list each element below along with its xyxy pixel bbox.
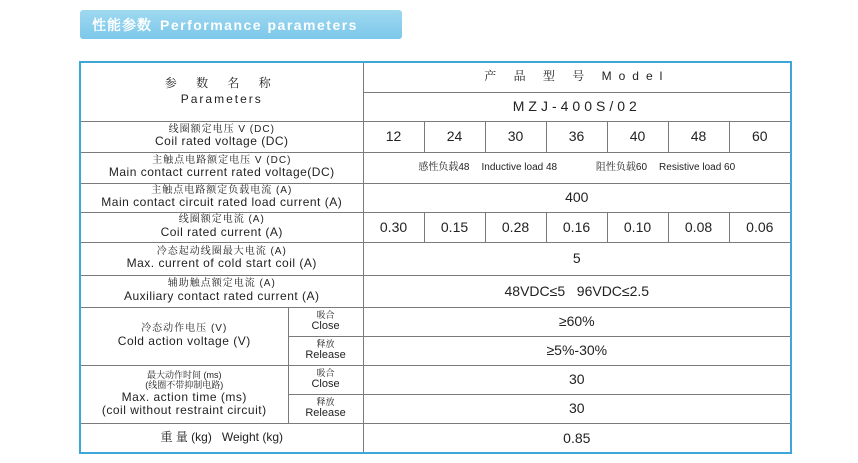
performance-table [79, 61, 792, 454]
aux-contact-label-cn: 辅助触点额定电流 (A) [167, 278, 276, 290]
release-label-en: Release [305, 407, 346, 420]
cold-start-label-cn: 冷态起动线圈最大电流 (A) [156, 245, 287, 257]
cold-action-release-label [288, 336, 363, 365]
coil-current-value: 0.06 [729, 212, 791, 242]
main-load-current-label [80, 183, 363, 212]
main-contact-voltage-label [80, 152, 363, 183]
table-row [80, 121, 791, 152]
coil-voltage-value: 36 [546, 121, 607, 152]
coil-voltage-value: 12 [363, 121, 424, 152]
coil-voltage-value: 24 [424, 121, 485, 152]
action-time-close-label [288, 365, 363, 394]
action-time-label-en2: (coil without restraint circuit) [101, 403, 267, 418]
cold-action-close-label [288, 307, 363, 336]
table-row [80, 152, 791, 183]
inductive-load-en: Inductive load 48 [481, 161, 558, 173]
action-time-release-value: 30 [363, 394, 791, 423]
coil-voltage-label [80, 121, 363, 152]
coil-voltage-label-cn: 线圈额定电压 V (DC) [168, 123, 275, 135]
coil-current-label-cn: 线圈额定电流 (A) [178, 214, 265, 226]
cold-action-label-en: Cold action voltage (V) [117, 333, 251, 348]
close-label-cn: 吸合 [316, 310, 335, 320]
cold-start-value: 5 [363, 242, 791, 275]
coil-current-label-en: Coil rated current (A) [160, 224, 283, 239]
action-time-label [80, 365, 288, 423]
coil-current-label [80, 212, 363, 242]
coil-voltage-value: 30 [485, 121, 546, 152]
table-row [80, 423, 791, 453]
main-load-current-value: 400 [363, 183, 791, 212]
banner-title-en: Performance parameters [160, 16, 358, 33]
action-time-label-cn1: 最大动作时间 (ms) [147, 369, 222, 380]
close-label-cn: 吸合 [316, 368, 335, 378]
coil-voltage-label-en: Coil rated voltage (DC) [154, 134, 289, 149]
aux-contact-value: 48VDC≤5 96VDC≤2.5 [363, 275, 791, 307]
model-value-cell: MZJ-400S/02 [363, 92, 791, 121]
table-row [80, 212, 791, 242]
main-load-current-label-en: Main contact circuit rated load current (A) [101, 195, 343, 210]
cold-start-label [80, 242, 363, 275]
main-contact-voltage-label-cn: 主触点电路额定电压 V (DC) [152, 154, 292, 166]
banner-title-cn: 性能参数 [92, 16, 152, 33]
coil-current-value: 0.30 [363, 212, 424, 242]
coil-current-value: 0.16 [546, 212, 607, 242]
coil-voltage-value: 40 [607, 121, 668, 152]
inductive-load-cn: 感性负载48 [418, 161, 470, 173]
parameters-header-en: Parameters [180, 91, 263, 106]
action-time-release-label [288, 394, 363, 423]
coil-current-value: 0.10 [607, 212, 668, 242]
release-label-cn: 释放 [316, 397, 335, 407]
table-header-row [80, 62, 791, 92]
cold-action-release-value: ≥5%-30% [363, 336, 791, 365]
table-row [80, 242, 791, 275]
parameters-header-cell [80, 62, 363, 121]
release-label-cn: 释放 [316, 339, 335, 349]
close-label-en: Close [311, 378, 340, 391]
action-time-label-cn2: (线圈不带抑制电路) [145, 380, 224, 391]
table-row [80, 275, 791, 307]
release-label-en: Release [305, 349, 346, 362]
main-contact-voltage-value [363, 152, 791, 183]
table-row [80, 307, 791, 336]
close-label-en: Close [311, 320, 340, 333]
weight-label: 重 量 (kg) Weight (kg) [80, 423, 363, 453]
action-time-label-en1: Max. action time (ms) [121, 389, 247, 404]
coil-current-value: 0.15 [424, 212, 485, 242]
table-row [80, 183, 791, 212]
weight-value: 0.85 [363, 423, 791, 453]
cold-action-label-cn: 冷态动作电压 (V) [141, 323, 228, 335]
table-row [80, 365, 791, 394]
parameters-header-cn: 参 数 名 称 [164, 75, 279, 90]
cold-action-close-value: ≥60% [363, 307, 791, 336]
action-time-close-value: 30 [363, 365, 791, 394]
coil-voltage-value: 48 [668, 121, 729, 152]
coil-current-value: 0.28 [485, 212, 546, 242]
model-header-cell: 产 品 型 号 Model [363, 62, 791, 92]
main-contact-voltage-label-en: Main contact current rated voltage(DC) [108, 165, 335, 180]
cold-start-label-en: Max. current of cold start coil (A) [126, 256, 317, 271]
resistive-load-en: Resistive load 60 [659, 161, 736, 173]
cold-action-label [80, 307, 288, 365]
resistive-load-cn: 阻性负载60 [595, 161, 648, 173]
aux-contact-label-en: Auxiliary contact rated current (A) [123, 288, 320, 303]
coil-current-value: 0.08 [668, 212, 729, 242]
main-load-current-label-cn: 主触点电路额定负载电流 (A) [151, 184, 293, 196]
coil-voltage-value: 60 [729, 121, 791, 152]
section-banner [80, 10, 402, 39]
aux-contact-label [80, 275, 363, 307]
